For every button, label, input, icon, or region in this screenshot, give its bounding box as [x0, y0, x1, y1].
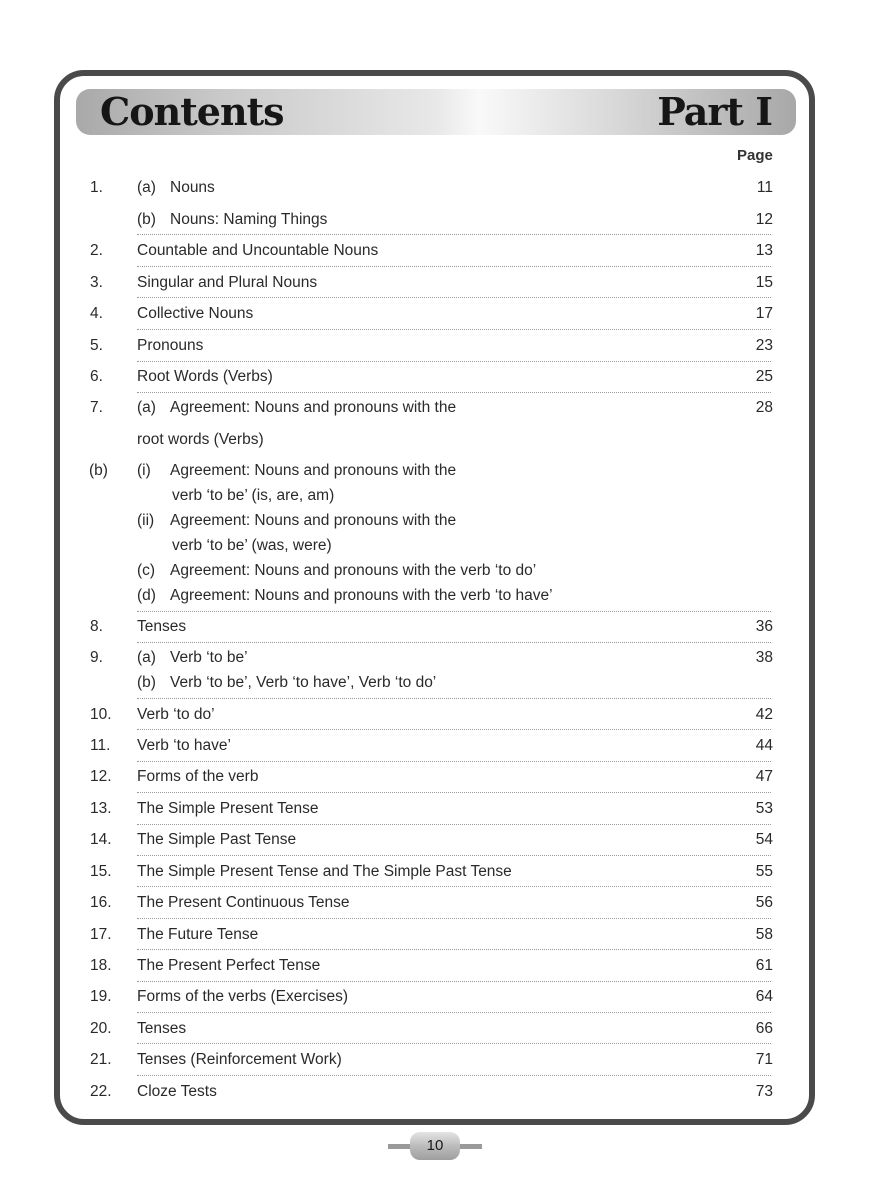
- entry-page: 13: [755, 242, 773, 259]
- entry-title: Collective Nouns: [137, 305, 254, 322]
- entry-number: 11.: [90, 737, 111, 754]
- dotted-rule: [137, 392, 771, 393]
- entry-title: Countable and Uncountable Nouns: [137, 242, 379, 259]
- page-title: Contents: [100, 89, 284, 134]
- entry-page: 61: [755, 957, 773, 974]
- entry-page: 42: [755, 706, 773, 723]
- entry-number: 2.: [90, 242, 103, 259]
- dotted-rule: [137, 761, 771, 762]
- entry-page: 11: [756, 179, 773, 196]
- entry-page: 58: [755, 926, 773, 943]
- entry-title: Forms of the verbs (Exercises): [137, 988, 349, 1005]
- dotted-rule: [137, 1075, 771, 1076]
- entry-page: 28: [755, 399, 773, 416]
- entry-page: 25: [755, 368, 773, 385]
- dotted-rule: [137, 949, 771, 950]
- entry-number: 18.: [90, 957, 112, 974]
- entry-title: Verb ‘to have’: [137, 737, 231, 754]
- entry-title: The Simple Present Tense: [137, 800, 319, 817]
- entry-number: (b): [89, 462, 108, 479]
- dotted-rule: [137, 297, 771, 298]
- toc-entry[interactable]: [80, 461, 776, 507]
- entry-title-continued: root words (Verbs): [137, 431, 264, 448]
- entry-title: Singular and Plural Nouns: [137, 274, 318, 291]
- dotted-rule: [137, 792, 771, 793]
- entry-page: 64: [755, 988, 773, 1005]
- page-number-badge: [388, 1132, 482, 1160]
- entry-page: 56: [755, 894, 773, 911]
- entry-page: 54: [755, 831, 773, 848]
- entry-page: 12: [755, 211, 773, 228]
- page-number: 10: [410, 1132, 460, 1160]
- entry-page: 55: [755, 863, 773, 880]
- entry-number: 10.: [90, 706, 112, 723]
- entry-title: Tenses: [137, 618, 187, 635]
- dotted-rule: [137, 698, 771, 699]
- entry-title: Agreement: Nouns and pronouns with the verb ‘to have’: [170, 587, 553, 604]
- dotted-rule: [137, 361, 771, 362]
- entry-title: Nouns: Naming Things: [170, 211, 328, 228]
- contents-banner: [76, 89, 796, 135]
- entry-sub-label: (a): [137, 179, 156, 196]
- entry-title-continued: verb ‘to be’ (was, were): [172, 537, 332, 554]
- entry-page: 73: [755, 1083, 773, 1100]
- entry-number: 3.: [90, 274, 103, 291]
- entry-page: 15: [755, 274, 773, 291]
- entry-sub-label: (ii): [137, 512, 155, 529]
- entry-page: 71: [755, 1051, 773, 1068]
- toc-entry[interactable]: [80, 511, 776, 557]
- page-column-header: Page: [737, 147, 773, 164]
- dotted-rule: [137, 642, 771, 643]
- entry-number: 13.: [90, 800, 112, 817]
- entry-title: Root Words (Verbs): [137, 368, 273, 385]
- part-label: Part I: [657, 89, 772, 134]
- dotted-rule: [137, 918, 771, 919]
- entry-number: 9.: [90, 649, 103, 666]
- entry-title: Agreement: Nouns and pronouns with the verb ‘to do’: [170, 562, 537, 579]
- entry-number: 8.: [90, 618, 103, 635]
- entry-title: The Simple Past Tense: [137, 831, 297, 848]
- toc-entry[interactable]: [80, 398, 776, 454]
- entry-sub-label: (c): [137, 562, 156, 579]
- entry-title: Tenses: [137, 1020, 187, 1037]
- dotted-rule: [137, 329, 771, 330]
- entry-page: 53: [755, 800, 773, 817]
- entry-title: Agreement: Nouns and pronouns with the: [170, 399, 457, 416]
- entry-number: 19.: [90, 988, 112, 1005]
- entry-title: Agreement: Nouns and pronouns with the: [170, 462, 457, 479]
- entry-title: The Future Tense: [137, 926, 259, 943]
- dotted-rule: [137, 234, 771, 235]
- entry-sub-label: (b): [137, 674, 156, 691]
- entry-number: 17.: [90, 926, 112, 943]
- entry-title: Verb ‘to do’: [137, 706, 215, 723]
- entry-sub-label: (i): [137, 462, 151, 479]
- dotted-rule: [137, 855, 771, 856]
- dotted-rule: [137, 886, 771, 887]
- entry-number: 4.: [90, 305, 103, 322]
- entry-title: The Present Perfect Tense: [137, 957, 321, 974]
- dotted-rule: [137, 1012, 771, 1013]
- dotted-rule: [137, 611, 771, 612]
- entry-number: 20.: [90, 1020, 112, 1037]
- entry-number: 1.: [90, 179, 103, 196]
- entry-title: Pronouns: [137, 337, 204, 354]
- entry-page: 38: [755, 649, 773, 666]
- entry-page: 47: [755, 768, 773, 785]
- dotted-rule: [137, 266, 771, 267]
- entry-title: Cloze Tests: [137, 1083, 217, 1100]
- entry-sub-label: (a): [137, 649, 156, 666]
- entry-title: Verb ‘to be’: [170, 649, 248, 666]
- dotted-rule: [137, 1043, 771, 1044]
- entry-number: 7.: [90, 399, 103, 416]
- entry-title-continued: verb ‘to be’ (is, are, am): [172, 487, 335, 504]
- entry-title: Tenses (Reinforcement Work): [137, 1051, 342, 1068]
- entry-title: Agreement: Nouns and pronouns with the: [170, 512, 457, 529]
- entry-title: The Simple Present Tense and The Simple Past Tense: [137, 863, 512, 880]
- dotted-rule: [137, 729, 771, 730]
- entry-page: 36: [755, 618, 773, 635]
- entry-number: 6.: [90, 368, 103, 385]
- entry-page: 17: [755, 305, 773, 322]
- entry-page: 66: [755, 1020, 773, 1037]
- entry-number: 5.: [90, 337, 103, 354]
- entry-sub-label: (b): [137, 211, 156, 228]
- entry-number: 15.: [90, 863, 112, 880]
- entry-number: 21.: [90, 1051, 112, 1068]
- entry-number: 16.: [90, 894, 112, 911]
- entry-page: 44: [755, 737, 773, 754]
- dotted-rule: [137, 824, 771, 825]
- dotted-rule: [137, 981, 771, 982]
- entry-sub-label: (a): [137, 399, 156, 416]
- entry-number: 22.: [90, 1083, 112, 1100]
- entry-sub-label: (d): [137, 587, 156, 604]
- entry-title: Nouns: [170, 179, 215, 196]
- entry-title: The Present Continuous Tense: [137, 894, 350, 911]
- entry-number: 12.: [90, 768, 112, 785]
- entry-title: Forms of the verb: [137, 768, 259, 785]
- entry-title: Verb ‘to be’, Verb ‘to have’, Verb ‘to do’: [170, 674, 437, 691]
- entry-page: 23: [755, 337, 773, 354]
- entry-number: 14.: [90, 831, 112, 848]
